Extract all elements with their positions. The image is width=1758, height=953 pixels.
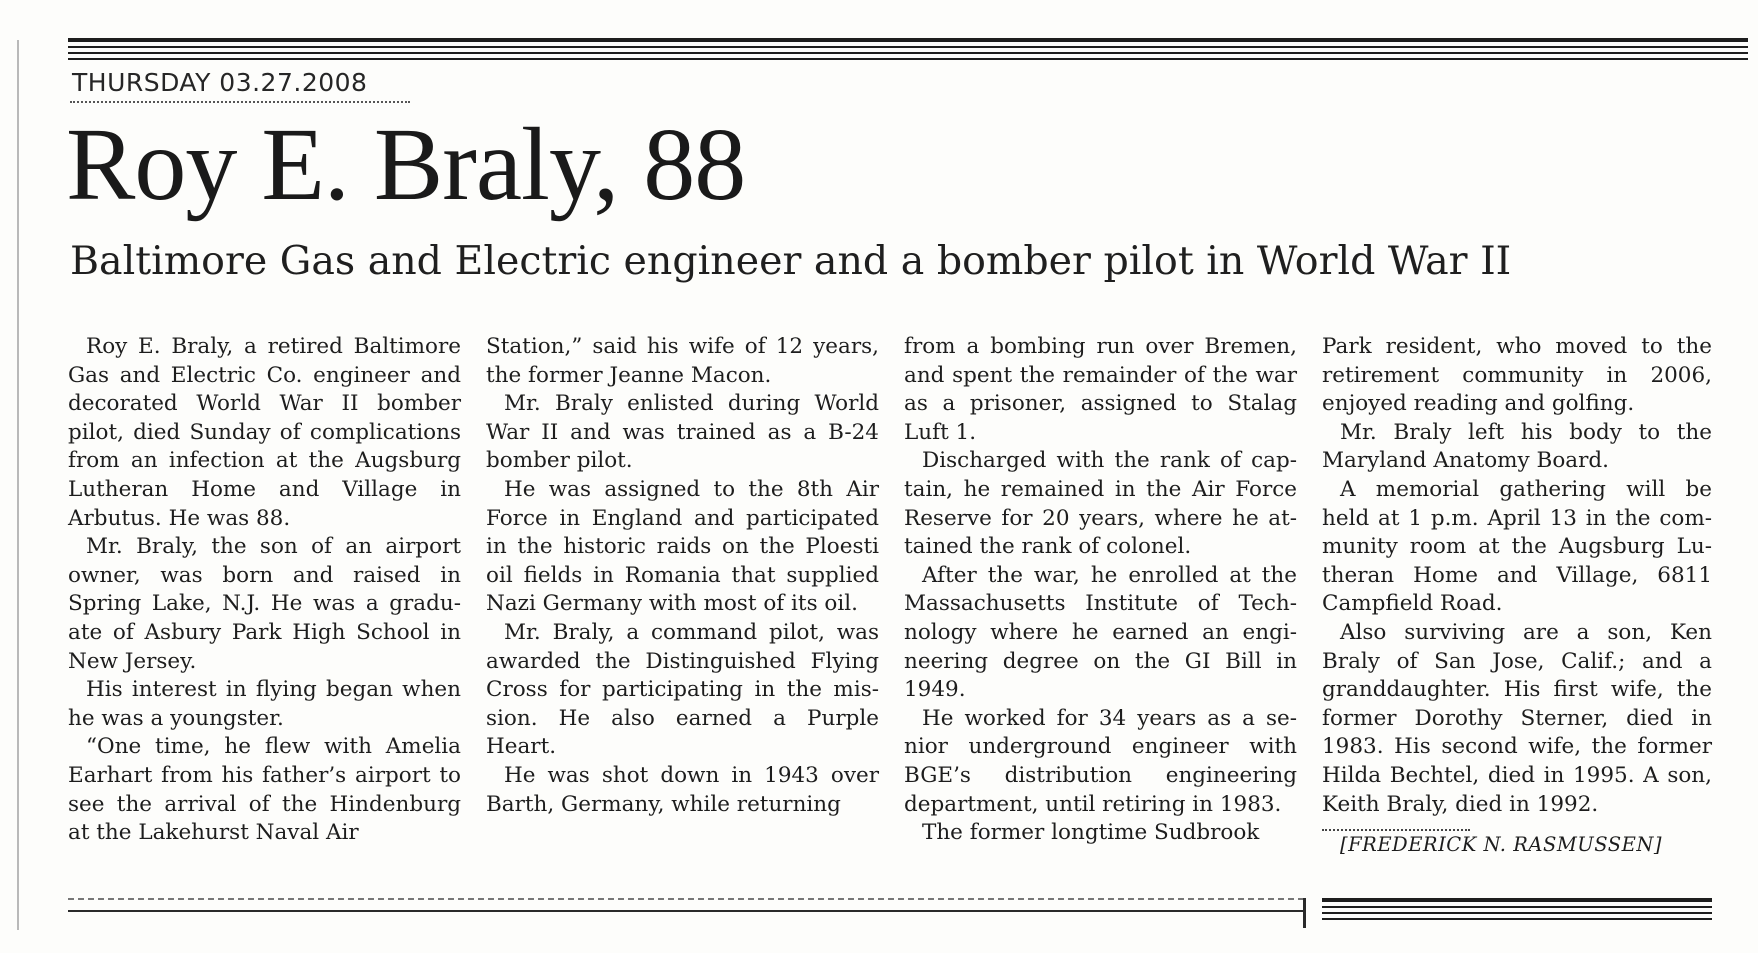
paragraph: Mr. Braly, the son of an airport owner, was born and raised in Spring Lake, N.J. He was a graduate of Asbury Park High School in New Jersey. (68, 534, 461, 674)
paragraph: Roy E. Braly, a retired Baltimore Gas and Electric Co. engineer and decorated World War II bomber pilot, died Sunday of complications from an infection at the Augsburg Lutheran Home and Village in Arbutus. He was 88. (68, 334, 461, 531)
paragraph: Mr. Braly, a command pilot, was awarded the Distinguished Flying Cross for participating in the mission. He also earned a Purple Heart. (486, 619, 879, 760)
dateline-underline (70, 101, 410, 103)
article-column-4 (1322, 333, 1712, 860)
article-column-2 (486, 333, 879, 819)
article-column-3 (904, 333, 1297, 848)
bottom-rules-left (68, 898, 1304, 912)
top-rules (68, 38, 1748, 60)
paragraph: He worked for 34 years as a senior underground engineer with BGE’s distribution engineering department, until retiring in 1983. (904, 705, 1297, 817)
subhead: Baltimore Gas and Electric engineer and a bomber pilot in World War II (70, 238, 1512, 284)
scan-edge (17, 40, 19, 930)
paragraph: from a bombing run over Bremen, and spent the remainder of the war as a prisoner, assigned to Stalag Luft 1. (904, 334, 1297, 445)
paragraph: After the war, he enrolled at the Massachusetts Institute of Technology where he earned an engineering degree on the GI Bill in 1949. (904, 562, 1297, 703)
paragraph: Discharged with the rank of captain, he remained in the Air Force Reserve for 20 years, where he attained the rank of colonel. (904, 448, 1297, 560)
paragraph: He was assigned to the 8th Air Force in England and participated in the historic raids on the Ploesti oil fields in Romania that supplied Nazi Germany with most of its oil. (486, 476, 879, 617)
paragraph: Mr. Braly enlisted during World War II and was trained as a B-24 bomber pilot. (486, 391, 879, 474)
bottom-divider (1303, 898, 1306, 928)
paragraph: Mr. Braly left his body to the Maryland Anatomy Board. (1322, 419, 1712, 474)
headline: Roy E. Braly, 88 (66, 107, 746, 222)
dateline: THURSDAY 03.27.2008 (72, 68, 368, 97)
paragraph: The former longtime Sudbrook (922, 820, 1260, 846)
paragraph: Station,” said his wife of 12 years, the former Jeanne Macon. (486, 334, 879, 388)
bottom-rules-right (1322, 898, 1712, 920)
paragraph: Also surviving are a son, Ken Braly of San Jose, Calif.; and a granddaughter. His first wife, the former Dorothy Sterner, died in 1983. His second wife, the former Hilda Bechtel, died in 1995. A son, Keith Braly, died in 1992. (1322, 619, 1712, 817)
paragraph: His interest in flying began when he was a youngster. (68, 677, 461, 731)
byline: [FREDERICK N. RASMUSSEN] (1340, 833, 1663, 857)
paragraph: Park resident, who moved to the retirement community in 2006, enjoyed reading and golfing. (1322, 334, 1712, 417)
paragraph: A memorial gathering will be held at 1 p.m. April 13 in the community room at the Augsburg Lutheran Home and Village, 6811 Campfield Road. (1322, 476, 1712, 617)
article-column-1 (68, 333, 461, 848)
paragraph: He was shot down in 1943 over Barth, Germany, while returning (486, 762, 879, 817)
paragraph: “One time, he flew with Amelia Earhart from his father’s airport to see the arrival of the Hindenburg at the Lakehurst Naval Air (68, 734, 461, 846)
